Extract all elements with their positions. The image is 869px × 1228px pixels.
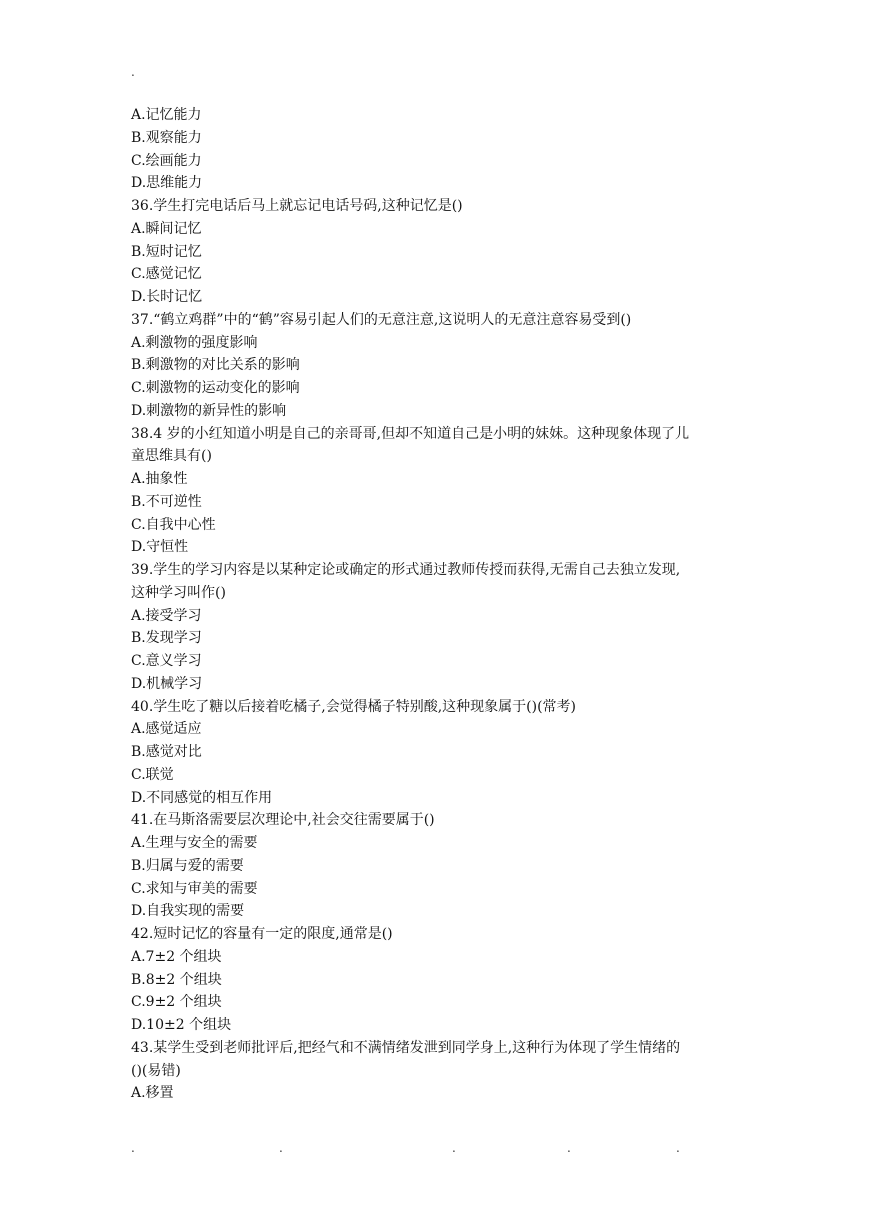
text-line: B.发现学习 xyxy=(131,630,202,647)
text-line: 41.在马斯洛需要层次理论中,社会交往需要属于() xyxy=(131,812,435,829)
text-line: A.接受学习 xyxy=(131,607,202,624)
text-line: 39.学生的学习内容是以某种定论或确定的形式通过教师传授而获得,无需自己去独立发现, xyxy=(131,562,681,578)
text-line: C.绘画能力 xyxy=(131,152,202,169)
text-line: D.思维能力 xyxy=(131,175,203,192)
text-line: 43.某学生受到老师批评后,把经气和不满情绪发泄到同学身上,这种行为体现了学生情绪的 xyxy=(131,1039,681,1056)
text-line: C.意义学习 xyxy=(131,653,202,669)
text-line: ()(易错) xyxy=(131,1062,181,1079)
header-mark: . xyxy=(131,65,135,79)
text-line: D.守恒性 xyxy=(131,539,189,556)
text-line: D.10±2 个组块 xyxy=(131,1017,232,1033)
text-line: D.刺激物的新异性的影响 xyxy=(131,402,287,419)
text-line: 童思维具有() xyxy=(131,448,212,465)
footer-mark: . xyxy=(452,1141,456,1155)
text-line: A.生理与安全的需要 xyxy=(131,835,258,851)
footer-mark: . xyxy=(279,1141,283,1155)
footer-marks xyxy=(0,1142,869,1154)
text-line: B.感觉对比 xyxy=(131,744,202,760)
text-line: B.归属与爱的需要 xyxy=(131,857,244,874)
text-line: A.记忆能力 xyxy=(131,107,202,123)
text-line: 37.“鹤立鸡群”中的“鹤”容易引起人们的无意注意,这说明人的无意注意容易受到() xyxy=(131,311,632,328)
footer-mark: . xyxy=(676,1141,680,1155)
text-line: C.9±2 个组块 xyxy=(131,994,222,1011)
text-line: C.求知与审美的需要 xyxy=(131,880,258,897)
text-line: C.感觉记忆 xyxy=(131,266,202,283)
text-line: 42.短时记忆的容量有一定的限度,通常是() xyxy=(131,926,393,942)
text-line: D.自我实现的需要 xyxy=(131,903,245,920)
text-line: 36.学生打完电话后马上就忘记电话号码,这种记忆是() xyxy=(131,198,463,214)
text-line: C.刺激物的运动变化的影响 xyxy=(131,380,300,396)
text-line: B.不可逆性 xyxy=(131,493,202,510)
text-line: B.剩激物的对比关系的影响 xyxy=(131,357,300,374)
text-line: C.联觉 xyxy=(131,766,174,783)
text-line: A.剩激物的强度影响 xyxy=(131,334,258,351)
document-body xyxy=(131,104,751,1105)
text-line: C.自我中心性 xyxy=(131,516,216,533)
text-line: A.移置 xyxy=(131,1085,174,1102)
text-line: A.感觉适应 xyxy=(131,721,202,738)
text-line: A.瞬间记忆 xyxy=(131,220,202,237)
text-line: D.不同感觉的相互作用 xyxy=(131,789,273,806)
text-line: B.观察能力 xyxy=(131,129,202,146)
text-line: B.8±2 个组块 xyxy=(131,971,222,988)
text-line: A.抽象性 xyxy=(131,471,188,487)
text-line: 这种学习叫作() xyxy=(131,584,226,601)
text-line: D.长时记忆 xyxy=(131,289,203,305)
footer-mark: . xyxy=(567,1141,571,1155)
footer-mark: . xyxy=(131,1141,135,1155)
text-line: B.短时记忆 xyxy=(131,243,202,260)
text-line: 38.4 岁的小红知道小明是自己的亲哥哥,但却不知道自己是小明的妹妹。这种现象体现了儿 xyxy=(131,425,690,442)
text-line: D.机械学习 xyxy=(131,675,203,692)
text-line: 40.学生吃了糖以后接着吃橘子,会觉得橘子特别酸,这种现象属于()(常考) xyxy=(131,698,577,715)
text-line: A.7±2 个组块 xyxy=(131,948,222,965)
